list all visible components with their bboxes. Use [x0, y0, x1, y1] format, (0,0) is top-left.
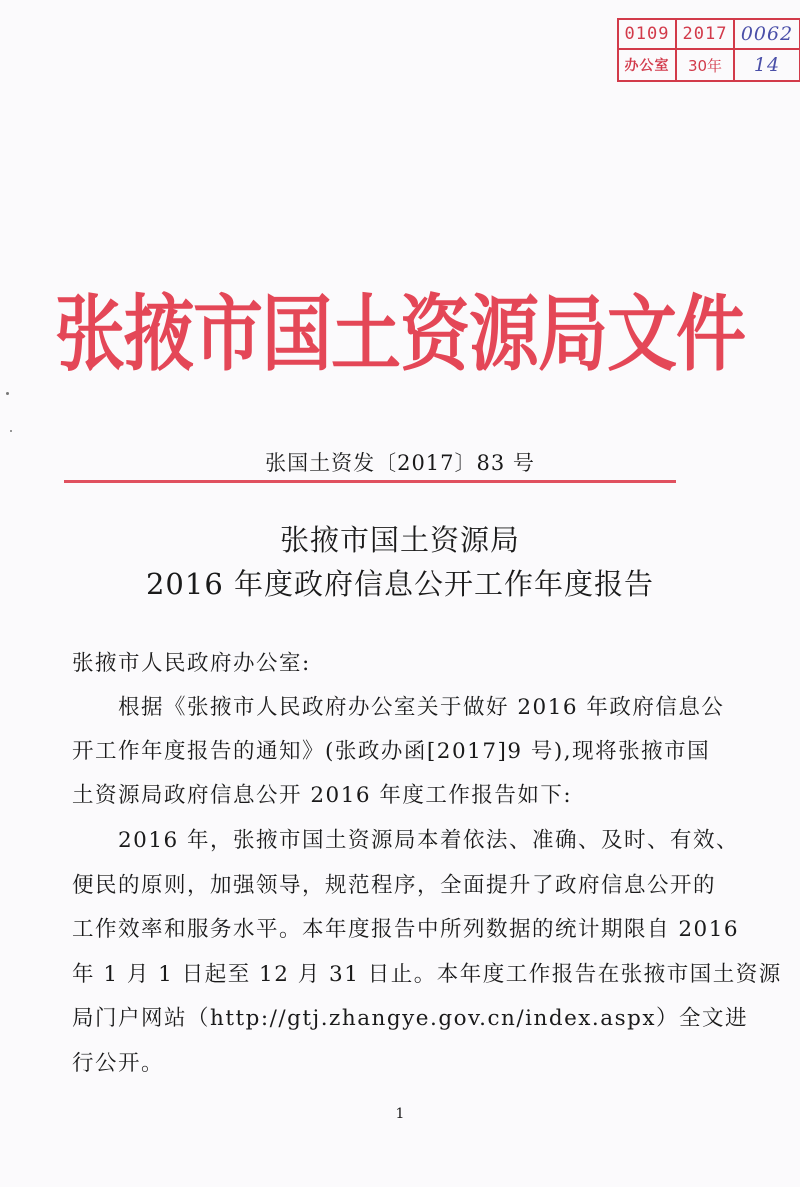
- agency-red-header: 张掖市国土资源局文件: [55, 285, 745, 383]
- report-title-line1: 张掖市国土资源局: [279, 523, 520, 557]
- body-line: 2016 年，张掖市国土资源局本着依法、准确、及时、有效、: [72, 828, 740, 853]
- stamp-page-count: 14: [753, 54, 781, 76]
- stamp-item-number: 0062: [735, 20, 799, 50]
- body-line: 土资源局政府信息公开 2016 年度工作报告如下:: [72, 783, 573, 808]
- body-line: 局门户网站（http://gtj.zhangye.gov.cn/index.aspx）全文进: [72, 1006, 749, 1031]
- body-line: 行公开。: [72, 1051, 165, 1076]
- body-line: 根据《张掖市人民政府办公室关于做好 2016 年政府信息公: [72, 695, 725, 720]
- report-title-line2: 2016 年度政府信息公开工作年度报告: [145, 567, 655, 601]
- page-number: 1: [395, 1106, 405, 1122]
- stamp-office: 办公室: [619, 50, 677, 80]
- body-line: 开工作年度报告的通知》(张政办函[2017]9 号),现将张掖市国: [72, 739, 711, 764]
- stamp-fonds-number: 0109: [619, 20, 677, 50]
- body-line: 工作效率和服务水平。本年度报告中所列数据的统计期限自 2016: [72, 917, 740, 942]
- document-number: 张国土资发〔2017〕83 号: [265, 451, 535, 475]
- stamp-year: 2017: [677, 20, 735, 50]
- archive-stamp: [617, 18, 800, 82]
- scan-speck: [10, 430, 12, 432]
- body-line: 年 1 月 1 日起至 12 月 31 日止。本年度工作报告在张掖市国土资源: [72, 962, 782, 987]
- scan-speck: [6, 392, 9, 395]
- red-divider: [64, 480, 676, 483]
- body-line: 便民的原则，加强领导，规范程序，全面提升了政府信息公开的: [72, 873, 717, 898]
- stamp-retention: 30年: [677, 50, 735, 80]
- salutation: 张掖市人民政府办公室:: [72, 651, 311, 676]
